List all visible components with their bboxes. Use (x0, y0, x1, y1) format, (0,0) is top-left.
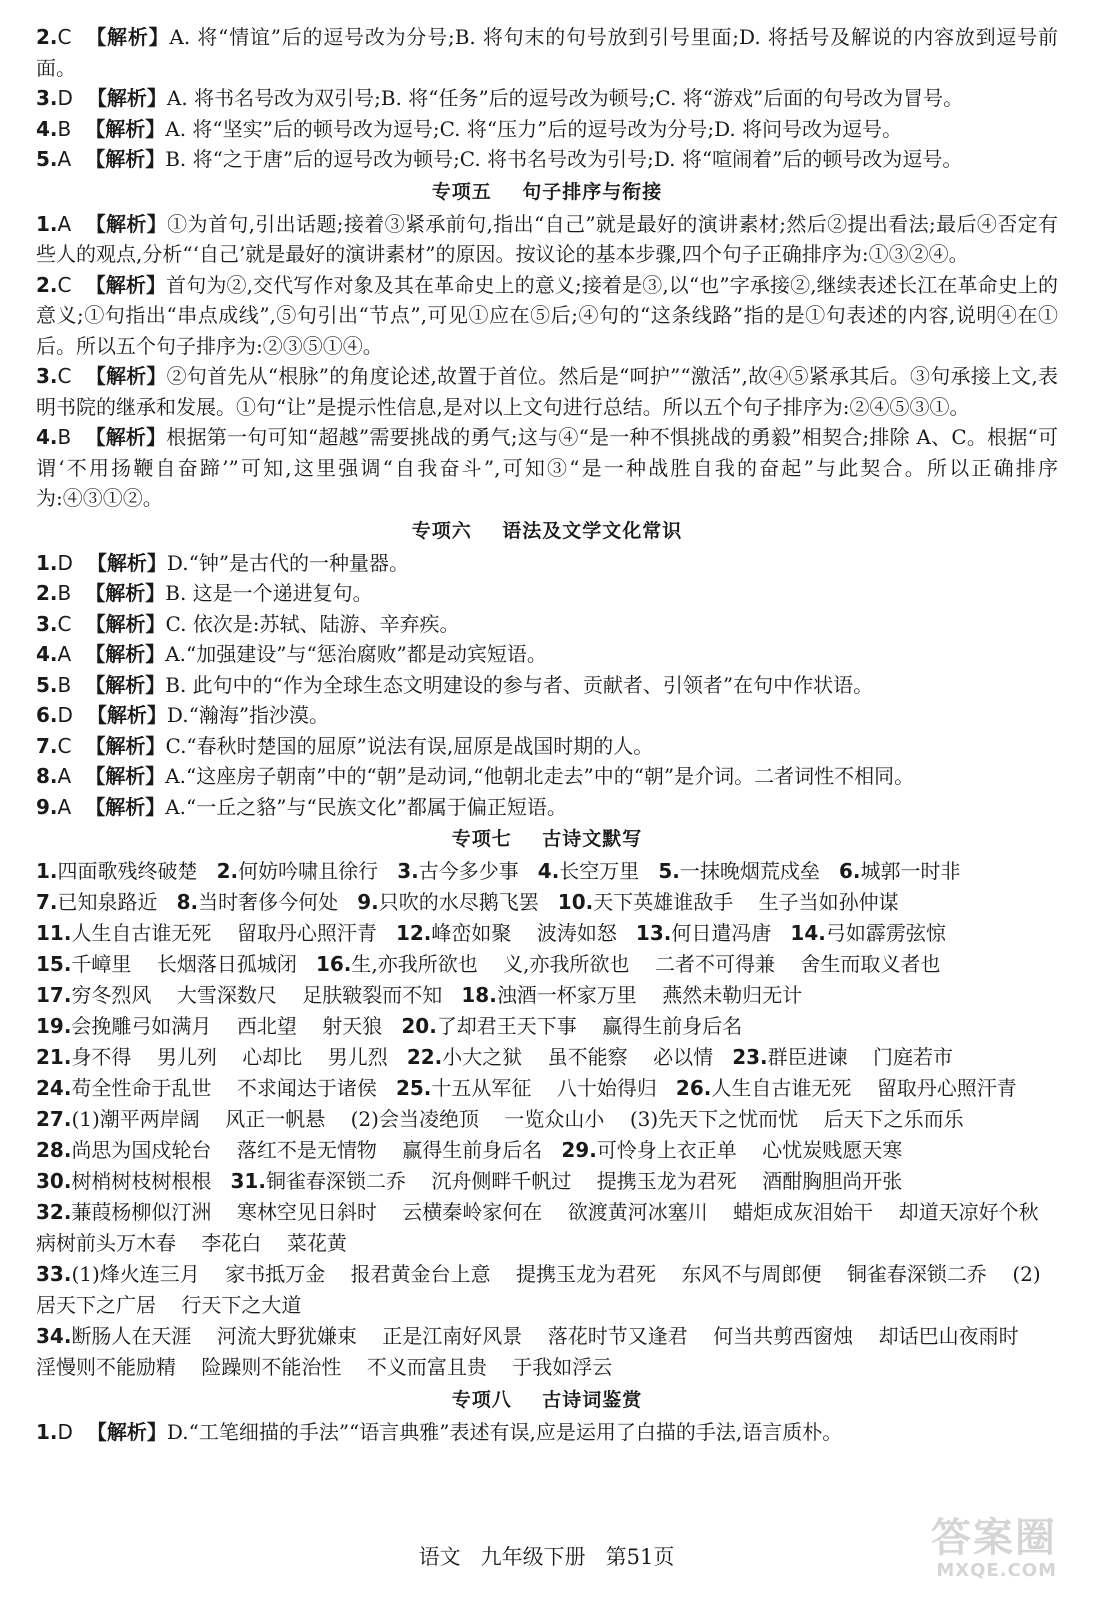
analysis-tag: 【解析】 (85, 764, 166, 788)
section-heading-8: 专项八 古诗词鉴赏 (451, 1389, 643, 1411)
item-answer: C (57, 733, 72, 758)
recitation-text: 尚思为国戍轮台 落红不是无情物 赢得生前身后名 (71, 1138, 562, 1162)
analysis-tag: 【解析】 (85, 25, 170, 49)
item-number: 9. (36, 794, 58, 819)
analysis-tag: 【解析】 (85, 581, 166, 605)
analysis-tag: 【解析】 (85, 116, 166, 141)
analysis-tag: 【解析】 (85, 611, 166, 636)
item-text: ②句首先从“根脉”的角度论述,故置于首位。然后是“呵护”“激活”,故④⑤紧承其后。③句承接上文,表明书院的继承和发展。①句“让”是提示性信息,是对以上文句进行总结。所以五个句子排序为:②④⑤③①。 (36, 364, 1058, 419)
recitation-text: 峰峦如聚 波涛如怒 (431, 921, 636, 945)
item-answer: A (57, 642, 72, 666)
item-answer: C (57, 611, 72, 636)
item-text: A. 将“坚实”后的顿号改为逗号;C. 将“压力”后的逗号改为分号;D. 将问号改为逗号。 (165, 116, 903, 141)
answer-item (36, 209, 1058, 270)
analysis-tag: 【解析】 (85, 794, 166, 819)
item-text: B. 这是一个递进复句。 (165, 581, 373, 605)
item-number: 32. (36, 1200, 72, 1224)
section-6-items (36, 548, 1058, 823)
item-number: 1. (36, 550, 58, 575)
item-number: 30. (36, 1169, 72, 1193)
item-number: 5. (36, 672, 58, 697)
item-number: 20. (401, 1014, 437, 1038)
watermark-logo (897, 1516, 1057, 1586)
recitation-line (36, 1166, 1058, 1197)
recitation-text: 城郭一时非 (860, 859, 961, 883)
answer-item (36, 731, 1058, 762)
item-number: 23. (732, 1045, 768, 1069)
item-number: 9. (357, 890, 379, 914)
item-text: 首句为②,交代写作对象及其在革命史上的意义;接着是③,以“也”字承接②,继续表述长江在革命史上的意义;①句指出“串点成线”,⑤句引出“节点”,可见①应在⑤后;④句的“这条线路”指的是①句表述的内容,说明④在①后。所以五个句子排序为:②③⑤①④。 (36, 272, 1059, 358)
item-number: 2. (36, 272, 58, 297)
analysis-tag: 【解析】 (85, 211, 168, 236)
analysis-tag: 【解析】 (85, 364, 167, 388)
item-answer: C (57, 25, 72, 49)
answer-item (36, 670, 1058, 701)
recitation-text: 了却君王天下事 赢得生前身后名 (436, 1014, 743, 1038)
recitation-text: 断肠人在天涯 河流大野犹嫌束 正是江南好风景 落花时节又逢君 何当共剪西窗烛 却话巴山夜雨时 淫慢则不能励精 险躁则不能治性 不义而富且贵 于我如浮云 (36, 1324, 1045, 1379)
item-number: 15. (36, 952, 72, 976)
watermark-text: 答案圈 (931, 1515, 1057, 1561)
answer-item (36, 1417, 1058, 1448)
recitation-text: 树梢树枝树根根 (71, 1169, 231, 1193)
recitation-line (36, 1011, 1058, 1042)
recitation-text: 铜雀春深锁二乔 沉舟侧畔千帆过 提携玉龙为君死 酒酣胸胆尚开张 (265, 1169, 903, 1193)
item-number: 33. (36, 1262, 72, 1286)
item-number: 7. (36, 890, 58, 914)
recitation-text: (1)潮平两岸阔 风正一帆悬 (2)会当凌绝顶 一览众山小 (3)先天下之忧而忧 后天下之乐而乐 (71, 1107, 964, 1131)
item-number: 2. (36, 581, 58, 605)
item-number: 6. (838, 859, 861, 883)
item-text: A. 将“情谊”后的逗号改为分号;B. 将句末的句号放到引号里面;D. 将括号及解说的内容放到逗号前面。 (36, 25, 1058, 80)
recitation-text: 千嶂里 长烟落日孤城闭 (71, 952, 316, 976)
recitation-text: 蒹葭杨柳似汀洲 寒林空见日斜时 云横秦岭家何在 欲渡黄河冰塞川 蜡炬成灰泪始干 却道天凉好个秋 病树前头万木春 李花白 菜花黄 (36, 1200, 1065, 1255)
recitation-text: 会挽雕弓如满月 西北望 射天狼 (71, 1014, 402, 1038)
analysis-tag: 【解析】 (86, 1420, 167, 1444)
answer-item (36, 639, 1058, 670)
analysis-tag: 【解析】 (85, 672, 166, 697)
item-number: 1. (36, 211, 58, 236)
item-number: 19. (36, 1014, 72, 1038)
item-text: A.“加强建设”与“惩治腐败”都是动宾短语。 (165, 642, 547, 666)
recitation-line (36, 887, 1058, 918)
item-answer: C (57, 364, 72, 388)
item-text: A.“一丘之貉”与“民族文化”都属于偏正短语。 (165, 794, 567, 819)
analysis-tag: 【解析】 (86, 86, 167, 110)
recitation-text: 一抹晚烟荒戍垒 (679, 859, 839, 883)
analysis-tag: 【解析】 (86, 703, 167, 727)
item-number: 4. (537, 859, 560, 883)
section-heading-7: 专项七 古诗文默写 (451, 828, 643, 850)
item-number: 8. (36, 764, 58, 788)
recitation-text: 生,亦我所欲也 义,亦我所欲也 二者不可得兼 舍生而取义者也 (351, 952, 941, 976)
recitation-line (36, 1042, 1058, 1073)
item-number: 3. (36, 364, 58, 388)
recitation-text: (1)烽火连三月 家书抵万金 报君黄金台上意 提携玉龙为君死 东风不与周郎便 铜雀春深锁二乔 (2)居天下之广居 行天下之大道 (36, 1262, 1041, 1317)
item-answer: A (57, 764, 72, 788)
item-answer: B (57, 672, 72, 697)
recitation-text: 当时奢侈今何处 (198, 890, 358, 914)
item-number: 29. (561, 1138, 597, 1162)
recitation-text: 人生自古谁无死 留取丹心照汗青 (71, 921, 396, 945)
item-number: 3. (36, 611, 58, 636)
recitation-text: 天下英雄谁敌手 生子当如孙仲谋 (593, 890, 899, 914)
recitation-line (36, 856, 1058, 887)
answer-item (36, 578, 1058, 609)
item-number: 1. (36, 859, 58, 883)
item-text: B. 将“之于唐”后的逗号改为顿号;C. 将书名号改为引号;D. 将“喧闹着”后的顿号改为逗号。 (165, 147, 963, 171)
recitation-line (36, 1321, 1058, 1383)
item-answer: A (57, 147, 72, 171)
section-7-items (36, 856, 1065, 1383)
item-number: 4. (36, 116, 58, 141)
analysis-tag: 【解析】 (85, 272, 167, 297)
item-number: 21. (36, 1045, 72, 1069)
item-answer: C (57, 272, 72, 297)
item-number: 3. (36, 86, 58, 110)
recitation-text: 何日遣冯唐 (671, 921, 791, 945)
recitation-text: 古今多少事 (418, 859, 538, 883)
item-number: 3. (397, 859, 419, 883)
item-answer: A (57, 794, 72, 819)
answer-item (36, 22, 1058, 83)
item-number: 26. (675, 1076, 712, 1100)
answer-item (36, 609, 1058, 640)
section-heading-6: 专项六 语法及文学文化常识 (411, 519, 683, 542)
recitation-line (36, 918, 1058, 949)
recitation-text: 可怜身上衣正单 心忧炭贱愿天寒 (596, 1138, 903, 1162)
item-answer: B (57, 116, 72, 141)
item-number: 4. (36, 642, 58, 666)
item-number: 22. (406, 1045, 443, 1069)
item-answer: B (57, 581, 72, 605)
recitation-text: 弓如霹雳弦惊 (825, 921, 946, 945)
item-answer: D (57, 703, 73, 727)
answer-item (36, 83, 1058, 114)
item-number: 5. (36, 147, 58, 171)
recitation-line (36, 1259, 1058, 1321)
recitation-line (36, 1073, 1058, 1104)
item-number: 14. (790, 921, 826, 945)
section-5-items (36, 209, 1058, 514)
recitation-text: 已知泉路近 (57, 890, 177, 914)
analysis-tag: 【解析】 (85, 147, 166, 171)
recitation-line (36, 1197, 1065, 1259)
recitation-text: 苟全性命于乱世 不求闻达于诸侯 (71, 1076, 396, 1100)
item-number: 13. (635, 921, 672, 945)
item-number: 18. (461, 983, 497, 1007)
answer-item (36, 144, 1058, 175)
recitation-text: 只吹的水尽鹅飞罢 (378, 890, 558, 914)
item-number: 8. (176, 890, 199, 914)
item-text: B. 此句中的“作为全球生态文明建设的参与者、贡献者、引领者”在句中作状语。 (165, 672, 874, 697)
item-number: 1. (36, 1420, 58, 1444)
answer-item (36, 270, 1058, 362)
analysis-tag: 【解析】 (85, 425, 167, 449)
recitation-line (36, 949, 1058, 980)
item-answer: B (57, 425, 72, 449)
item-number: 12. (395, 921, 432, 945)
item-number: 17. (36, 983, 72, 1007)
item-text: D.“钟”是古代的一种量器。 (166, 550, 410, 575)
answer-item (36, 792, 1058, 823)
answer-item (36, 548, 1058, 579)
item-text: D.“瀚海”指沙漠。 (166, 703, 330, 727)
answer-page (36, 22, 1065, 1448)
answer-item (36, 761, 1058, 792)
item-number: 25. (395, 1076, 432, 1100)
item-number: 28. (36, 1138, 72, 1162)
item-text: C.“春秋时楚国的屈原”说法有误,屈原是战国时期的人。 (165, 733, 654, 758)
item-number: 7. (36, 733, 58, 758)
analysis-tag: 【解析】 (86, 550, 167, 575)
recitation-text: 穷冬烈风 大雪深数尺 足肤皲裂而不知 (71, 983, 462, 1007)
recitation-text: 身不得 男儿列 心却比 男儿烈 (71, 1045, 407, 1069)
item-number: 34. (36, 1324, 72, 1348)
watermark-url: MXQE.COM (936, 1560, 1057, 1581)
recitation-line (36, 1135, 1058, 1166)
item-number: 10. (557, 890, 594, 914)
item-number: 6. (36, 703, 58, 727)
recitation-text: 群臣进谏 门庭若市 (767, 1045, 954, 1069)
recitation-text: 长空万里 (559, 859, 659, 883)
item-text: A. 将书名号改为双引号;B. 将“任务”后的逗号改为顿号;C. 将“游戏”后面的句号改为冒号。 (166, 86, 964, 110)
item-text: 根据第一句可知“超越”需要挑战的勇气;这与④“是一种不惧挑战的勇毅”相契合;排除 A、C。根据“可谓‘不用扬鞭自奋蹄’”可知,这里强调“自我奋斗”,可知③“是一种战胜自我的奋起”与此契合。所以正确排序为:④③①②。 (36, 425, 1059, 510)
recitation-line (36, 980, 1058, 1011)
answer-item (36, 422, 1058, 514)
analysis-tag: 【解析】 (85, 733, 166, 758)
item-number: 24. (36, 1076, 72, 1100)
items-top (36, 22, 1058, 175)
item-number: 5. (658, 859, 680, 883)
item-number: 27. (36, 1107, 72, 1131)
item-number: 2. (216, 859, 239, 883)
answer-item (36, 114, 1058, 145)
item-text: A.“这座房子朝南”中的“朝”是动词,“他朝北走去”中的“朝”是介词。二者词性不相同。 (165, 764, 915, 788)
item-number: 31. (230, 1169, 266, 1193)
item-answer: D (57, 1420, 73, 1444)
answer-item (36, 700, 1058, 731)
item-number: 16. (315, 952, 352, 976)
item-text: C. 依次是:苏轼、陆游、辛弃疾。 (165, 611, 460, 636)
item-number: 4. (36, 425, 58, 449)
page-footer: 语文 九年级下册 第51页 (418, 1545, 675, 1569)
item-answer: D (57, 86, 73, 110)
recitation-text: 何妨吟啸且徐行 (238, 859, 398, 883)
answer-item (36, 361, 1058, 422)
item-answer: A (57, 211, 72, 236)
recitation-line (36, 1104, 1058, 1135)
section-8-items (36, 1417, 1058, 1448)
analysis-tag: 【解析】 (85, 642, 166, 666)
recitation-text: 四面歌残终破楚 (57, 859, 217, 883)
item-text: ①为首句,引出话题;接着③紧承前句,指出“自己”就是最好的演讲素材;然后②提出看法;最后④否定有些人的观点,分析“‘自己’就是最好的演讲素材”的原因。按议论的基本步骤,四个句子正确排序为:①③②④。 (36, 211, 1058, 266)
section-heading-5: 专项五 句子排序与衔接 (431, 180, 663, 203)
recitation-text: 小大之狱 虽不能察 必以情 (442, 1045, 733, 1069)
recitation-text: 十五从军征 八十始得归 (431, 1076, 676, 1100)
recitation-text: 浊酒一杯家万里 燕然未勒归无计 (496, 983, 803, 1007)
item-number: 2. (36, 25, 58, 49)
recitation-text: 人生自古谁无死 留取丹心照汗青 (711, 1076, 1017, 1100)
item-answer: D (57, 550, 73, 575)
item-text: D.“工笔细描的手法”“语言典雅”表述有误,应是运用了白描的手法,语言质朴。 (166, 1420, 843, 1444)
item-number: 11. (36, 921, 72, 945)
